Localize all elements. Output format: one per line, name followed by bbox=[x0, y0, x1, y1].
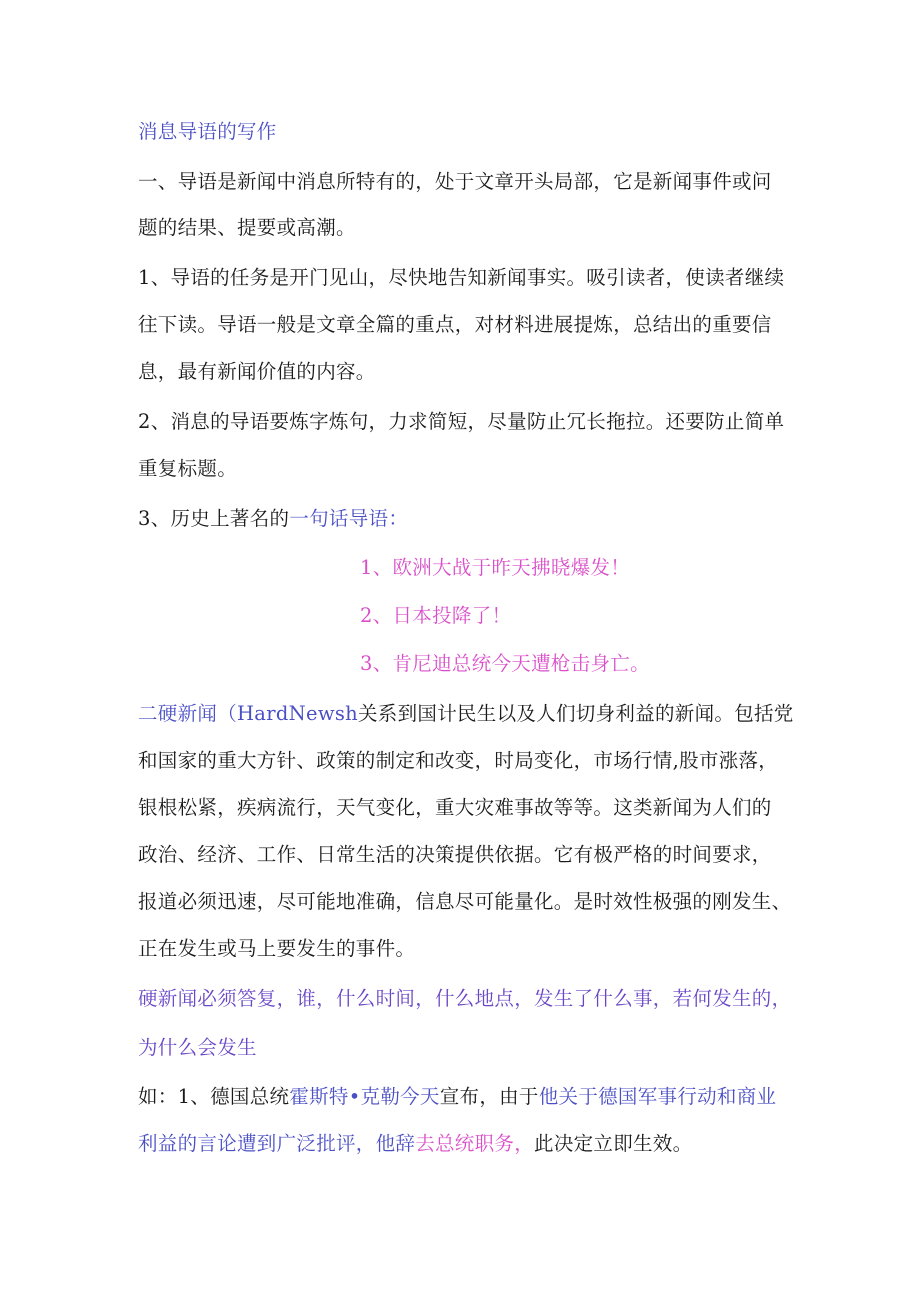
hard-news-line-6: 正在发生或马上要发生的事件。 bbox=[138, 937, 416, 960]
example-lead-1: 1、欧洲大战于昨天拂晓爆发！ bbox=[360, 556, 631, 579]
paragraph-4-highlight: 一句话导语： bbox=[289, 507, 409, 530]
hard-news-line-1 bbox=[138, 700, 794, 728]
hard-news-line-4: 政治、经济、工作、日常生活的决策提供依据。它有极严格的时间要求， bbox=[138, 843, 772, 866]
must-answer-line-1: 硬新闻必须答复，谁，什么时间，什么地点，发生了什么事，若何发生的， bbox=[138, 987, 792, 1010]
paragraph-1-line-2: 题的结果、提要或高潮。 bbox=[138, 216, 356, 239]
doc-title: 消息导语的写作 bbox=[138, 120, 277, 143]
example-line-2-c: 此决定立即生效。 bbox=[534, 1132, 693, 1155]
example-line-1 bbox=[138, 1083, 776, 1111]
paragraph-3-line-2: 重复标题。 bbox=[138, 457, 238, 480]
paragraph-2-line-2: 往下读。导语一般是文章全篇的重点，对材料进展提炼，总结出的重要信 bbox=[138, 313, 772, 336]
example-line-1-b: 霍斯特•克勒今天 bbox=[289, 1085, 440, 1108]
example-lead-2: 2、日本投降了！ bbox=[360, 604, 512, 627]
example-line-2-a: 利益的言论遭到广泛批评，他辞 bbox=[138, 1132, 416, 1155]
example-lead-3: 3、肯尼迪总统今天遭枪击身亡。 bbox=[360, 652, 650, 675]
example-line-2-b: 去总统职务， bbox=[415, 1132, 535, 1155]
example-line-2 bbox=[138, 1130, 692, 1158]
example-line-1-d: 他关于德国军事行动和商业 bbox=[538, 1085, 777, 1108]
hard-news-line-3: 银根松紧，疾病流行，天气变化，重大灾难事故等等。这类新闻为人们的 bbox=[138, 796, 772, 819]
paragraph-2-line-1: 1、导语的任务是开门见山，尽快地告知新闻事实。吸引读者，使读者继续 bbox=[138, 266, 785, 289]
hard-news-text-1: 关系到国计民生以及人们切身利益的新闻。包括党 bbox=[358, 702, 794, 725]
paragraph-1-line-1: 一、导语是新闻中消息所特有的，处于文章开头局部，它是新闻事件或问 bbox=[138, 170, 772, 193]
example-line-1-a: 如：1、德国总统 bbox=[138, 1085, 290, 1108]
hard-news-heading: 二硬新闻（HardNewsh bbox=[138, 702, 358, 725]
paragraph-2-line-3: 息，最有新闻价值的内容。 bbox=[138, 360, 376, 383]
must-answer-line-2: 为什么会发生 bbox=[138, 1036, 257, 1059]
hard-news-line-2: 和国家的重大方针、政策的制定和改变，时局变化，市场行情,股市涨落， bbox=[138, 749, 779, 772]
paragraph-3-line-1: 2、消息的导语要炼字炼句，力求简短，尽量防止冗长拖拉。还要防止简单 bbox=[138, 410, 785, 433]
hard-news-line-5: 报道必须迅速，尽可能地准确，信息尽可能量化。是时效性极强的刚发生、 bbox=[138, 890, 792, 913]
paragraph-4-prefix: 3、历史上著名的 bbox=[138, 507, 290, 530]
example-line-1-c: 宣布，由于 bbox=[439, 1085, 539, 1108]
paragraph-4 bbox=[138, 505, 408, 533]
